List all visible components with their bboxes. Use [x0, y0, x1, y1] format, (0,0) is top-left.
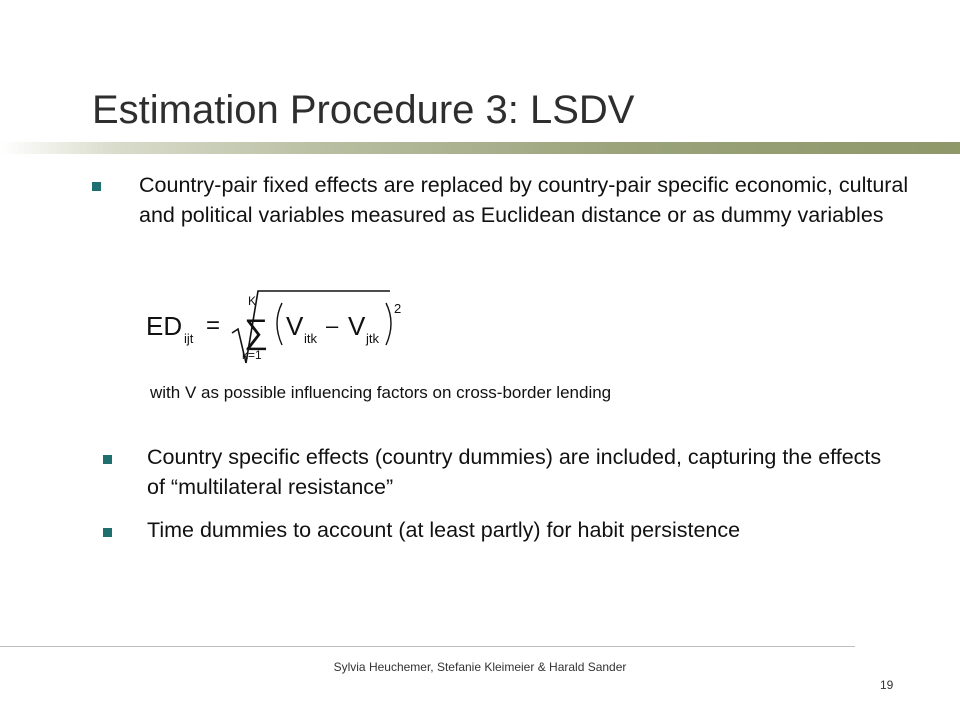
formula-v2: V — [348, 311, 366, 341]
formula-equals: = — [206, 312, 221, 339]
bullet-marker — [103, 455, 112, 464]
bullet-marker — [92, 182, 101, 191]
page-number: 19 — [880, 678, 894, 692]
sum-lower-limit: k=1 — [242, 348, 262, 362]
formula-minus: – — [326, 313, 339, 338]
right-paren — [386, 303, 391, 345]
title-underline-bar — [0, 142, 960, 154]
sum-sign: ∑ — [244, 313, 269, 351]
bullet-country-effects: Country specific effects (country dummies) are included, capturing the effects of “multilateral resistance” — [147, 445, 882, 499]
bullet-country-pair: Country-pair fixed effects are replaced by country-pair specific economic, cultural and political variables measured as Euclidean distance or as dummy variables — [139, 173, 909, 227]
euclidean-distance-formula — [140, 283, 410, 373]
formula-v1-sub: itk — [304, 331, 317, 346]
left-paren — [277, 303, 282, 345]
sum-upper-limit: K — [248, 294, 257, 308]
slide-title: Estimation Procedure 3: LSDV — [92, 88, 635, 132]
bullet-marker — [103, 528, 112, 537]
footer-authors: Sylvia Heuchemer, Stefanie Kleimeier & Harald Sander — [333, 660, 627, 674]
formula-v2-sub: jtk — [366, 331, 379, 346]
formula-exponent: 2 — [394, 301, 402, 316]
formula-lhs-sub: ijt — [184, 331, 194, 346]
footer-divider — [0, 646, 855, 647]
bullet-time-dummies: Time dummies to account (at least partly) for habit persistence — [147, 518, 741, 542]
formula-note: with V as possible influencing factors on cross-border lending — [150, 383, 612, 402]
formula-lhs: ED — [146, 311, 183, 341]
formula-v1: V — [286, 311, 304, 341]
